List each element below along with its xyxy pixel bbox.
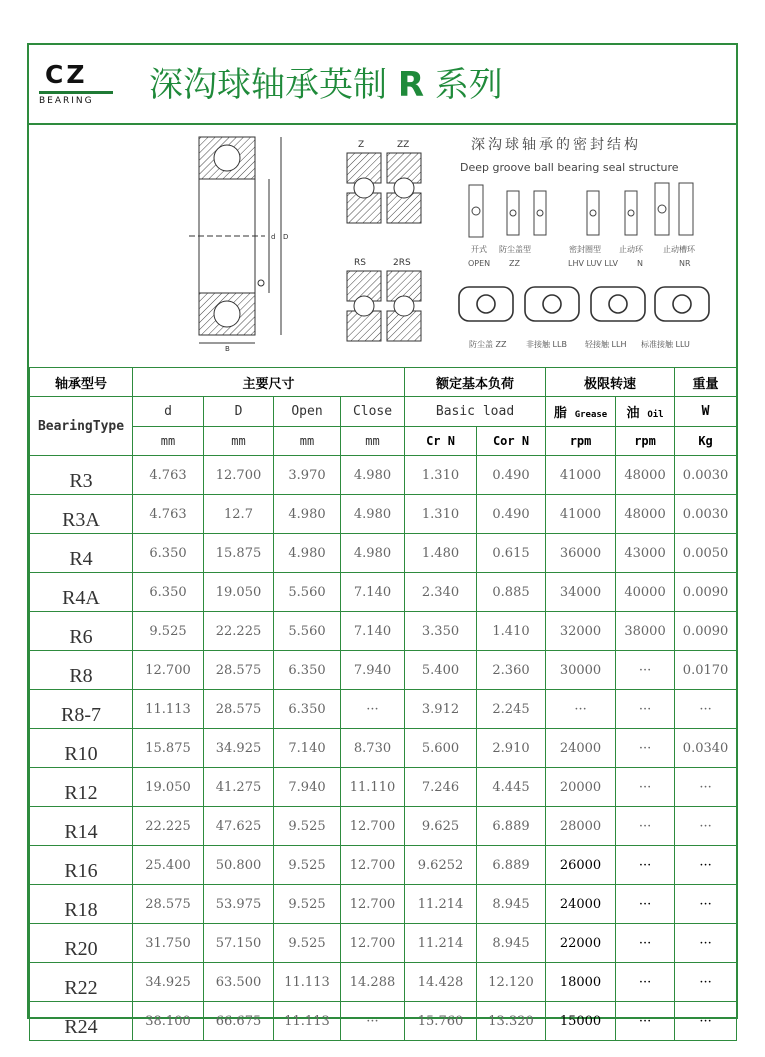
cell-d: 19.050 bbox=[133, 768, 204, 807]
seal-label-llu: 标准接触 LLU bbox=[641, 340, 690, 349]
unit-oil: rpm bbox=[616, 427, 675, 456]
table-row bbox=[30, 534, 737, 573]
cell-cor: 8.945 bbox=[477, 924, 546, 963]
cell-grease: 20000 bbox=[546, 768, 616, 807]
cell-open: 6.350 bbox=[274, 690, 341, 729]
cell-D: 57.150 bbox=[204, 924, 274, 963]
cell-cor: 1.410 bbox=[477, 612, 546, 651]
cell-oil: ··· bbox=[616, 807, 675, 846]
bearing-spec-table bbox=[29, 367, 737, 1041]
cell-open: 6.350 bbox=[274, 651, 341, 690]
cell-open: 11.113 bbox=[274, 963, 341, 1002]
cell-close: 12.700 bbox=[341, 885, 405, 924]
cell-w: ··· bbox=[675, 846, 737, 885]
header-grease bbox=[546, 397, 616, 427]
cell-D: 12.7 bbox=[204, 495, 274, 534]
seal-label-llh: 轻接触 LLH bbox=[585, 340, 627, 349]
cell-D: 47.625 bbox=[204, 807, 274, 846]
cell-grease: 24000 bbox=[546, 885, 616, 924]
cell-cr: 7.246 bbox=[405, 768, 477, 807]
oil-en: Oil bbox=[647, 410, 664, 420]
table-row bbox=[30, 846, 737, 885]
cell-open: 3.970 bbox=[274, 456, 341, 495]
cell-grease: 22000 bbox=[546, 924, 616, 963]
group-header-row bbox=[30, 368, 737, 397]
cell-model: R8-7 bbox=[30, 690, 133, 729]
header-bearing-type: BearingType bbox=[30, 397, 133, 456]
diagram-svg bbox=[29, 125, 736, 367]
seal-structure-title-cn: 深沟球轴承的密封结构 bbox=[471, 137, 641, 153]
cell-D: 41.275 bbox=[204, 768, 274, 807]
cell-d: 9.525 bbox=[133, 612, 204, 651]
cell-D: 12.700 bbox=[204, 456, 274, 495]
cell-model: R12 bbox=[30, 768, 133, 807]
cell-cr: 9.6252 bbox=[405, 846, 477, 885]
cell-model: R16 bbox=[30, 846, 133, 885]
cell-model: R3 bbox=[30, 456, 133, 495]
header-d: d bbox=[133, 397, 204, 427]
table-row bbox=[30, 1002, 737, 1041]
cell-model: R3A bbox=[30, 495, 133, 534]
header-oil bbox=[616, 397, 675, 427]
cell-d: 25.400 bbox=[133, 846, 204, 885]
cell-close: 7.940 bbox=[341, 651, 405, 690]
cell-D: 34.925 bbox=[204, 729, 274, 768]
cell-w: 0.0030 bbox=[675, 495, 737, 534]
cell-D: 63.500 bbox=[204, 963, 274, 1002]
cell-grease: 15000 bbox=[546, 1002, 616, 1041]
struct-cn-ring: 止动环 bbox=[619, 245, 643, 254]
cell-cr: 1.310 bbox=[405, 456, 477, 495]
table-row bbox=[30, 924, 737, 963]
struct-en-zz: ZZ bbox=[509, 259, 520, 268]
cell-d: 15.875 bbox=[133, 729, 204, 768]
cell-d: 31.750 bbox=[133, 924, 204, 963]
cell-close: 14.288 bbox=[341, 963, 405, 1002]
header-dimensions: 主要尺寸 bbox=[133, 368, 405, 397]
cell-model: R8 bbox=[30, 651, 133, 690]
cell-grease: 41000 bbox=[546, 456, 616, 495]
cell-w: ··· bbox=[675, 924, 737, 963]
cell-d: 22.225 bbox=[133, 807, 204, 846]
cell-w: ··· bbox=[675, 1002, 737, 1041]
seal-structure-title-en: Deep groove ball bearing seal structure bbox=[460, 161, 679, 174]
cell-model: R10 bbox=[30, 729, 133, 768]
table-row bbox=[30, 807, 737, 846]
table-row bbox=[30, 651, 737, 690]
grease-cn: 脂 bbox=[553, 406, 567, 421]
cell-grease: ··· bbox=[546, 690, 616, 729]
dim-B-label: B bbox=[225, 345, 230, 353]
cell-D: 22.225 bbox=[204, 612, 274, 651]
cell-model: R4 bbox=[30, 534, 133, 573]
cell-close: ··· bbox=[341, 1002, 405, 1041]
cell-oil: ··· bbox=[616, 885, 675, 924]
cell-model: R14 bbox=[30, 807, 133, 846]
seal-label-zz: 防尘盖 ZZ bbox=[469, 340, 507, 349]
cell-d: 12.700 bbox=[133, 651, 204, 690]
cell-cor: 2.910 bbox=[477, 729, 546, 768]
type-label-2rs: 2RS bbox=[393, 258, 411, 268]
cell-grease: 32000 bbox=[546, 612, 616, 651]
company-logo bbox=[37, 61, 117, 105]
struct-cn-open: 开式 bbox=[471, 245, 487, 254]
cell-cr: 11.214 bbox=[405, 885, 477, 924]
cell-oil: 48000 bbox=[616, 495, 675, 534]
unit-open: mm bbox=[274, 427, 341, 456]
cell-grease: 30000 bbox=[546, 651, 616, 690]
table-row bbox=[30, 573, 737, 612]
cell-open: 9.525 bbox=[274, 885, 341, 924]
cell-open: 4.980 bbox=[274, 495, 341, 534]
cell-grease: 28000 bbox=[546, 807, 616, 846]
dim-d-label: d bbox=[271, 233, 276, 241]
cell-w: ··· bbox=[675, 885, 737, 924]
cell-open: 4.980 bbox=[274, 534, 341, 573]
struct-en-open: OPEN bbox=[468, 259, 491, 268]
cell-w: 0.0170 bbox=[675, 651, 737, 690]
cell-cor: 8.945 bbox=[477, 885, 546, 924]
cell-D: 28.575 bbox=[204, 690, 274, 729]
dim-D-label: D bbox=[283, 233, 289, 241]
cross-section-drawing bbox=[189, 137, 281, 343]
cell-cr: 1.480 bbox=[405, 534, 477, 573]
cell-close: 7.140 bbox=[341, 612, 405, 651]
cell-D: 53.975 bbox=[204, 885, 274, 924]
header bbox=[29, 45, 736, 125]
header-speed: 极限转速 bbox=[546, 368, 675, 397]
header-close: Close bbox=[341, 397, 405, 427]
seal-label-llb: 非接触 LLB bbox=[526, 340, 567, 349]
cell-cor: 4.445 bbox=[477, 768, 546, 807]
cell-oil: 40000 bbox=[616, 573, 675, 612]
cell-cor: 0.885 bbox=[477, 573, 546, 612]
cell-model: R4A bbox=[30, 573, 133, 612]
cell-grease: 36000 bbox=[546, 534, 616, 573]
cell-open: 5.560 bbox=[274, 612, 341, 651]
header-open: Open bbox=[274, 397, 341, 427]
cell-d: 6.350 bbox=[133, 573, 204, 612]
cell-oil: ··· bbox=[616, 729, 675, 768]
cell-d: 4.763 bbox=[133, 456, 204, 495]
cell-oil: 43000 bbox=[616, 534, 675, 573]
cell-cor: 0.490 bbox=[477, 456, 546, 495]
cell-open: 7.140 bbox=[274, 729, 341, 768]
cell-oil: ··· bbox=[616, 1002, 675, 1041]
grease-en: Grease bbox=[574, 410, 608, 420]
cell-open: 9.525 bbox=[274, 924, 341, 963]
header-model: 轴承型号 bbox=[30, 368, 133, 397]
sub-header-row bbox=[30, 397, 737, 427]
cell-oil: ··· bbox=[616, 963, 675, 1002]
header-load: 额定基本负荷 bbox=[405, 368, 546, 397]
cell-oil: ··· bbox=[616, 768, 675, 807]
cell-d: 28.575 bbox=[133, 885, 204, 924]
cell-D: 28.575 bbox=[204, 651, 274, 690]
cell-oil: ··· bbox=[616, 651, 675, 690]
table-row bbox=[30, 729, 737, 768]
cell-cr: 3.350 bbox=[405, 612, 477, 651]
table-row bbox=[30, 768, 737, 807]
table-row bbox=[30, 885, 737, 924]
title-suffix: 系列 bbox=[434, 65, 503, 105]
cell-cor: 2.245 bbox=[477, 690, 546, 729]
unit-d: mm bbox=[133, 427, 204, 456]
cell-D: 15.875 bbox=[204, 534, 274, 573]
cell-d: 6.350 bbox=[133, 534, 204, 573]
cell-oil: ··· bbox=[616, 924, 675, 963]
cell-D: 19.050 bbox=[204, 573, 274, 612]
cell-cor: 13.320 bbox=[477, 1002, 546, 1041]
page-title bbox=[149, 63, 503, 107]
cell-open: 9.525 bbox=[274, 807, 341, 846]
cell-open: 7.940 bbox=[274, 768, 341, 807]
cell-cr: 2.340 bbox=[405, 573, 477, 612]
cell-w: 0.0050 bbox=[675, 534, 737, 573]
struct-en-seal: LHV LUV LLV bbox=[568, 259, 618, 268]
cell-model: R22 bbox=[30, 963, 133, 1002]
header-basic-load: Basic load bbox=[405, 397, 546, 427]
cell-grease: 18000 bbox=[546, 963, 616, 1002]
cell-model: R24 bbox=[30, 1002, 133, 1041]
seal-profile-icons bbox=[459, 287, 709, 321]
cell-grease: 26000 bbox=[546, 846, 616, 885]
logo-subtext: BEARING bbox=[39, 96, 94, 106]
cell-close: 12.700 bbox=[341, 807, 405, 846]
struct-en-n: N bbox=[637, 259, 643, 268]
title-series: R bbox=[397, 65, 424, 105]
table-row bbox=[30, 495, 737, 534]
cell-d: 11.113 bbox=[133, 690, 204, 729]
structure-type-icons bbox=[469, 183, 693, 237]
cell-cor: 6.889 bbox=[477, 807, 546, 846]
cell-grease: 41000 bbox=[546, 495, 616, 534]
cell-close: 8.730 bbox=[341, 729, 405, 768]
cell-close: ··· bbox=[341, 690, 405, 729]
cell-w: ··· bbox=[675, 768, 737, 807]
table-row bbox=[30, 456, 737, 495]
cell-close: 11.110 bbox=[341, 768, 405, 807]
unit-weight: Kg bbox=[675, 427, 737, 456]
cell-cr: 9.625 bbox=[405, 807, 477, 846]
cell-w: 0.0030 bbox=[675, 456, 737, 495]
seal-type-drawings bbox=[347, 153, 421, 341]
cell-model: R6 bbox=[30, 612, 133, 651]
cell-grease: 34000 bbox=[546, 573, 616, 612]
cell-close: 12.700 bbox=[341, 846, 405, 885]
cell-open: 5.560 bbox=[274, 573, 341, 612]
cell-w: ··· bbox=[675, 963, 737, 1002]
cell-d: 38.100 bbox=[133, 1002, 204, 1041]
type-label-z: Z bbox=[358, 140, 365, 150]
cell-w: 0.0090 bbox=[675, 573, 737, 612]
unit-cr: Cr N bbox=[405, 427, 477, 456]
cell-cor: 0.615 bbox=[477, 534, 546, 573]
cell-cor: 2.360 bbox=[477, 651, 546, 690]
cell-close: 12.700 bbox=[341, 924, 405, 963]
cell-cor: 0.490 bbox=[477, 495, 546, 534]
logo-text: CZ bbox=[45, 60, 88, 89]
cell-cr: 3.912 bbox=[405, 690, 477, 729]
header-w: W bbox=[675, 397, 737, 427]
unit-close: mm bbox=[341, 427, 405, 456]
struct-cn-zz: 防尘盖型 bbox=[499, 245, 531, 254]
cell-cr: 5.600 bbox=[405, 729, 477, 768]
cell-model: R20 bbox=[30, 924, 133, 963]
cell-D: 50.800 bbox=[204, 846, 274, 885]
cell-w: 0.0340 bbox=[675, 729, 737, 768]
cell-cr: 11.214 bbox=[405, 924, 477, 963]
cell-w: ··· bbox=[675, 690, 737, 729]
logo-underline bbox=[39, 91, 113, 94]
cell-cor: 6.889 bbox=[477, 846, 546, 885]
cell-close: 7.140 bbox=[341, 573, 405, 612]
cell-model: R18 bbox=[30, 885, 133, 924]
cell-oil: ··· bbox=[616, 690, 675, 729]
type-label-zz: ZZ bbox=[397, 140, 410, 150]
cell-w: 0.0090 bbox=[675, 612, 737, 651]
cell-oil: ··· bbox=[616, 846, 675, 885]
cell-close: 4.980 bbox=[341, 534, 405, 573]
header-D: D bbox=[204, 397, 274, 427]
cell-cr: 15.760 bbox=[405, 1002, 477, 1041]
cell-cr: 5.400 bbox=[405, 651, 477, 690]
cell-w: ··· bbox=[675, 807, 737, 846]
oil-cn: 油 bbox=[626, 406, 640, 421]
cell-close: 4.980 bbox=[341, 495, 405, 534]
table-row bbox=[30, 690, 737, 729]
title-main: 深沟球轴承英制 bbox=[149, 65, 387, 105]
unit-row bbox=[30, 427, 737, 456]
cell-d: 34.925 bbox=[133, 963, 204, 1002]
catalog-frame bbox=[27, 43, 738, 1038]
unit-D: mm bbox=[204, 427, 274, 456]
cell-grease: 24000 bbox=[546, 729, 616, 768]
cell-close: 4.980 bbox=[341, 456, 405, 495]
cell-d: 4.763 bbox=[133, 495, 204, 534]
cell-oil: 48000 bbox=[616, 456, 675, 495]
struct-en-nr: NR bbox=[679, 259, 691, 268]
header-weight: 重量 bbox=[675, 368, 737, 397]
cell-oil: 38000 bbox=[616, 612, 675, 651]
cell-open: 11.113 bbox=[274, 1002, 341, 1041]
struct-cn-groove: 止动槽环 bbox=[663, 245, 695, 254]
table-row bbox=[30, 612, 737, 651]
struct-cn-seal: 密封圈型 bbox=[569, 245, 601, 254]
unit-grease: rpm bbox=[546, 427, 616, 456]
type-label-rs: RS bbox=[354, 258, 366, 268]
table-row bbox=[30, 963, 737, 1002]
cell-cor: 12.120 bbox=[477, 963, 546, 1002]
cell-D: 66.675 bbox=[204, 1002, 274, 1041]
cell-open: 9.525 bbox=[274, 846, 341, 885]
spec-rows bbox=[30, 456, 737, 1041]
unit-cor: Cor N bbox=[477, 427, 546, 456]
cell-cr: 14.428 bbox=[405, 963, 477, 1002]
bearing-diagram bbox=[29, 125, 736, 367]
cell-cr: 1.310 bbox=[405, 495, 477, 534]
